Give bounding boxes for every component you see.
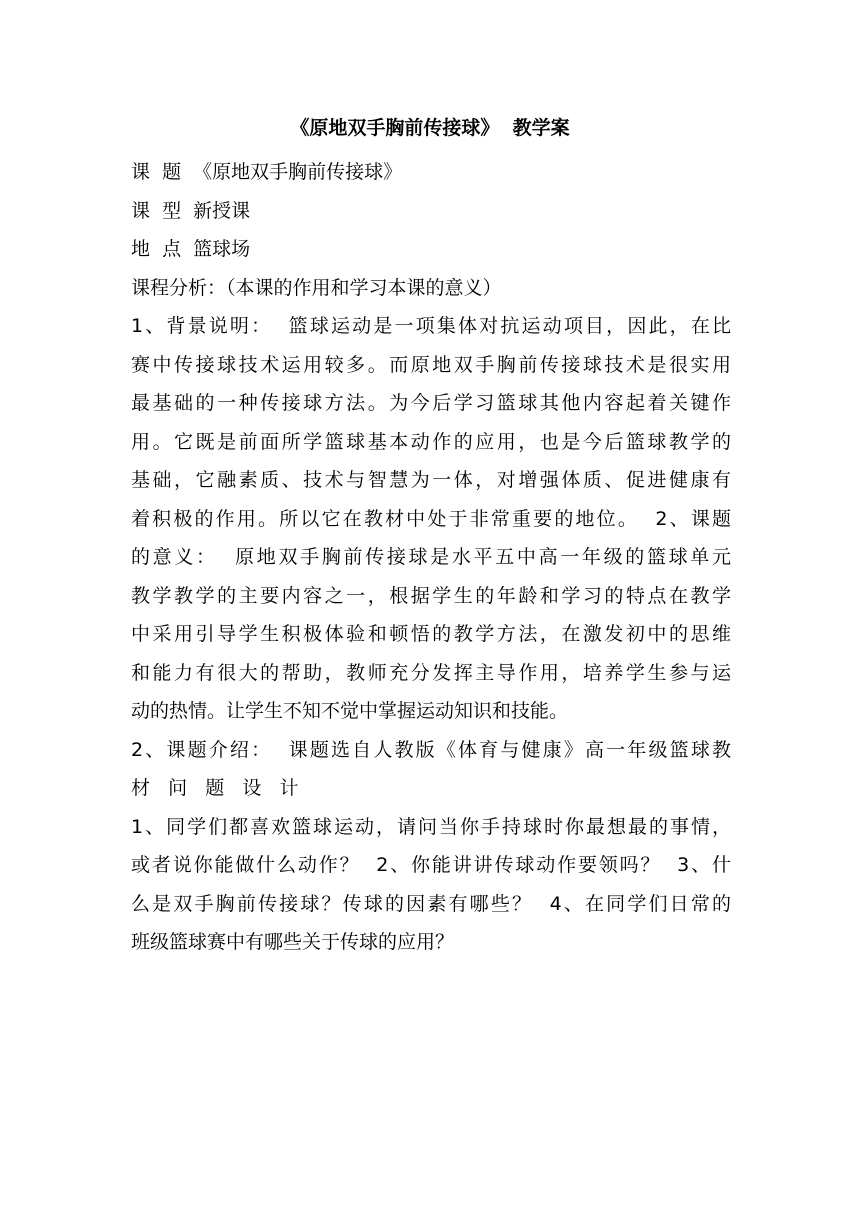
paragraph-line: 最基础的一种传接球方法。为今后学习篮球其他内容起着关键作 (131, 392, 731, 414)
lesson-location-line: 地 点 篮球场 (131, 238, 251, 260)
paragraph-line: 中采用引导学生积极体验和顿悟的教学方法，在激发初中的思维 (131, 623, 731, 645)
paragraph-line: 和能力有很大的帮助，教师充分发挥主导作用，培养学生参与运 (131, 661, 731, 684)
document-body (131, 153, 731, 962)
question-line: 班级篮球赛中有哪些关于传球的应用？ (131, 931, 455, 953)
paragraph-line: 基础，它融素质、技术与智慧为一体，对增强体质、促进健康有 (131, 469, 731, 491)
question-line: 1、同学们都喜欢篮球运动，请问当你手持球时你最想最的事情， (131, 815, 731, 838)
course-analysis-heading: 课程分析：（本课的作用和学习本课的意义） (131, 276, 502, 299)
lesson-type-line: 课 型 新授课 (131, 199, 251, 222)
paragraph-line: 的意义： 原地双手胸前传接球是水平五中高一年级的篮球单元 (131, 546, 731, 568)
question-design-heading: 材 问 题 设 计 (131, 777, 299, 799)
paragraph-line: 1、背景说明： 篮球运动是一项集体对抗运动项目，因此，在比 (131, 315, 731, 337)
paragraph-line: 教学教学的主要内容之一，根据学生的年龄和学习的特点在教学 (131, 584, 731, 607)
question-line: 么是双手胸前传接球？传球的因素有哪些？ 4、在同学们日常的 (131, 892, 731, 915)
topic-intro-line: 2、课题介绍： 课题选自人教版《体育与健康》高一年级篮球教 (131, 738, 731, 761)
document-title: 《原地双手胸前传接球》 教学案 (290, 117, 570, 139)
lesson-topic-line: 课 题 《原地双手胸前传接球》 (131, 161, 403, 183)
paragraph-line: 着积极的作用。所以它在教材中处于非常重要的地位。 2、课题 (131, 507, 731, 530)
paragraph-line: 赛中传接球技术运用较多。而原地双手胸前传接球技术是很实用 (131, 353, 731, 376)
question-line: 或者说你能做什么动作？ 2、你能讲讲传球动作要领吗？ 3、什 (131, 854, 731, 876)
paragraph-line: 用。它既是前面所学篮球基本动作的应用，也是今后篮球教学的 (131, 430, 731, 453)
paragraph-line: 动的热情。让学生不知不觉中掌握运动知识和技能。 (131, 700, 569, 722)
